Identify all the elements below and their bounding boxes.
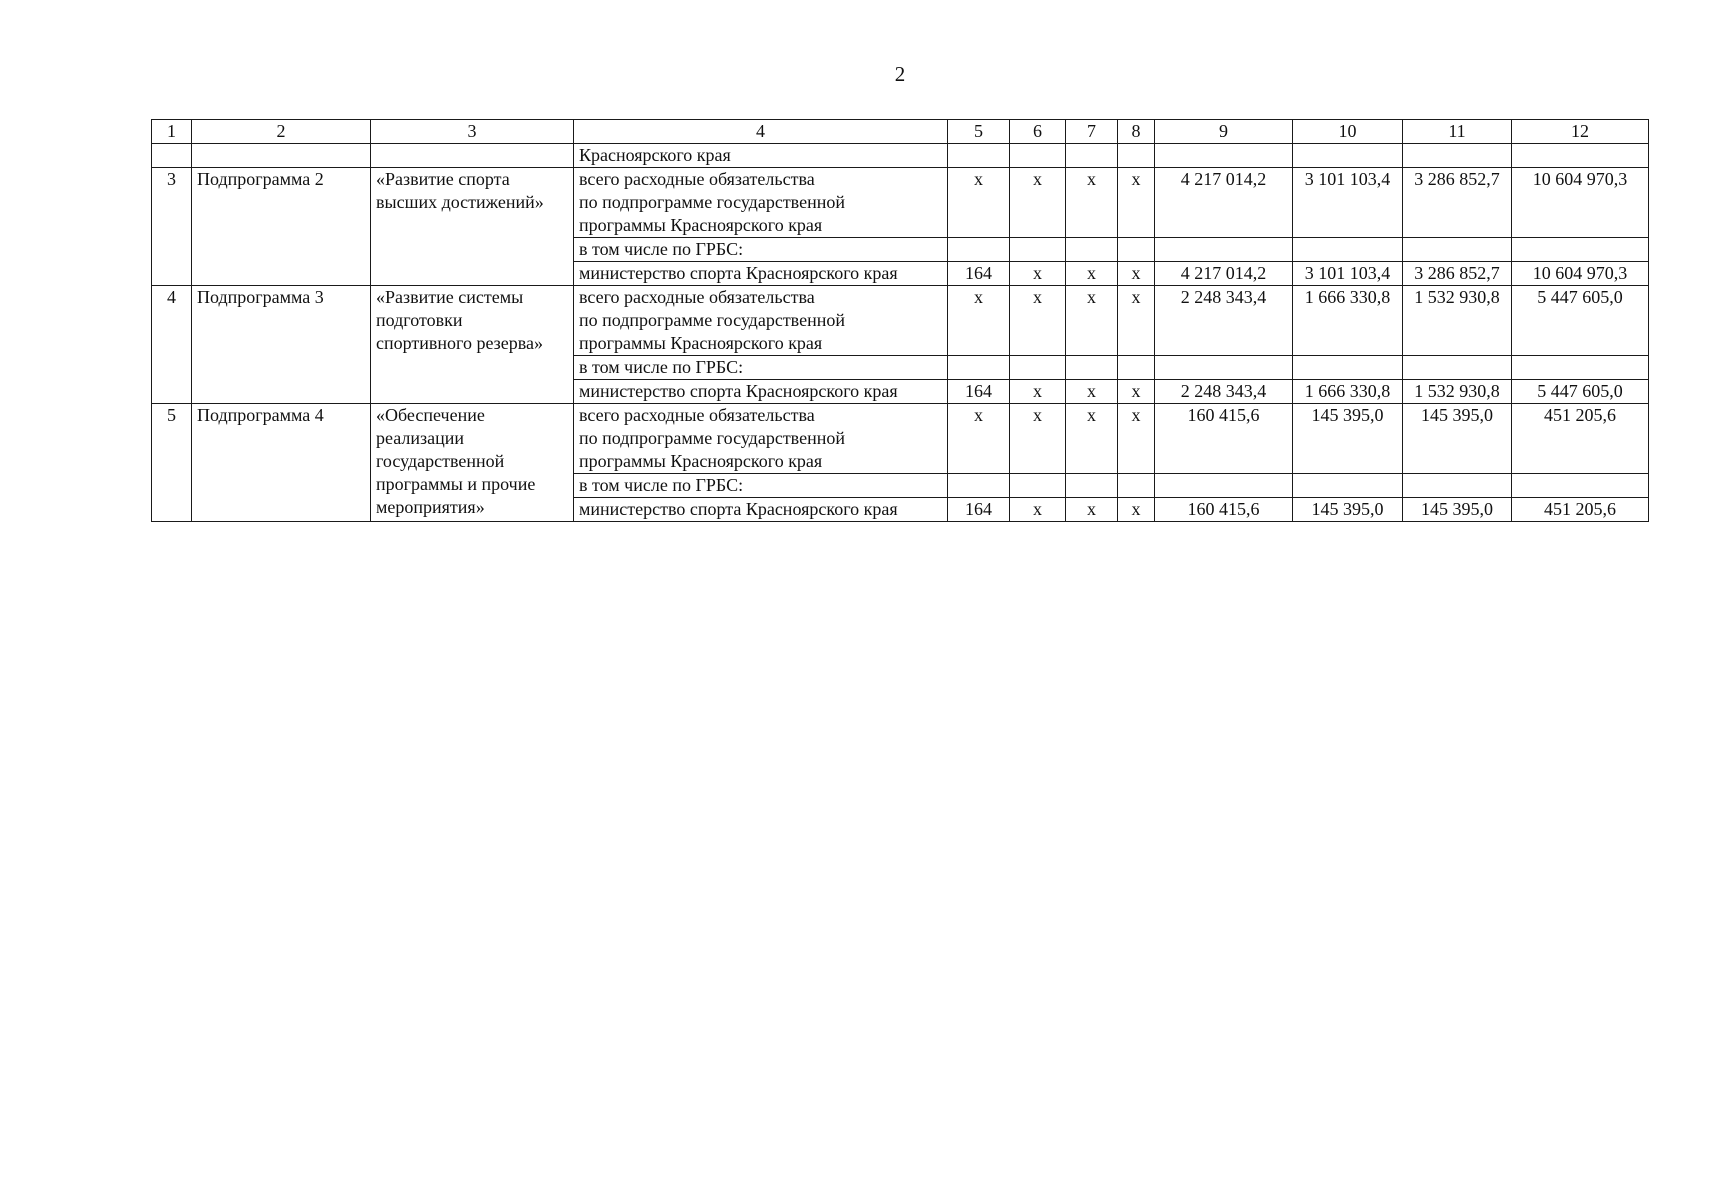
code-cell: х	[1066, 404, 1118, 474]
code-cell: х	[1010, 404, 1066, 474]
column-number: 3	[371, 120, 574, 144]
code-cell: х	[1118, 498, 1155, 522]
subprogram-title-line: «Развитие системы	[376, 287, 524, 307]
code-cell: х	[1118, 404, 1155, 474]
amount-cell: 1 666 330,8	[1293, 286, 1403, 356]
subprogram-title-line: «Обеспечение	[376, 405, 485, 425]
code-cell: х	[1010, 380, 1066, 404]
code-cell: х	[1118, 380, 1155, 404]
amount-cell: 145 395,0	[1293, 498, 1403, 522]
subprogram-total-row	[152, 168, 1649, 238]
column-number: 8	[1118, 120, 1155, 144]
subprogram-title-line: «Развитие спорта	[376, 169, 510, 189]
grbs-label: в том числе по ГРБС:	[574, 238, 948, 262]
subprogram-status: Подпрограмма 4	[192, 404, 371, 522]
total-label-line: программы Красноярского края	[579, 451, 823, 471]
amount-cell: 145 395,0	[1403, 498, 1512, 522]
code-cell: х	[948, 168, 1010, 238]
column-number: 11	[1403, 120, 1512, 144]
code-cell: 164	[948, 498, 1010, 522]
column-number-row	[152, 120, 1649, 144]
column-number: 10	[1293, 120, 1403, 144]
grbs-label: в том числе по ГРБС:	[574, 474, 948, 498]
amount-cell: 145 395,0	[1403, 404, 1512, 474]
amount-cell: 3 286 852,7	[1403, 168, 1512, 238]
amount-cell: 145 395,0	[1293, 404, 1403, 474]
total-label-line: по подпрограмме государственной	[579, 310, 845, 330]
code-cell: х	[1118, 168, 1155, 238]
code-cell: х	[1118, 286, 1155, 356]
amount-cell: 1 666 330,8	[1293, 380, 1403, 404]
ministry-label: министерство спорта Красноярского края	[574, 380, 948, 404]
ministry-label: министерство спорта Красноярского края	[574, 262, 948, 286]
subprogram-title-line: реализации	[376, 428, 464, 448]
code-cell: х	[1066, 380, 1118, 404]
subprogram-title	[371, 286, 574, 404]
code-cell: 164	[948, 380, 1010, 404]
amount-cell: 3 101 103,4	[1293, 262, 1403, 286]
amount-cell: 2 248 343,4	[1155, 286, 1293, 356]
amount-cell: 5 447 605,0	[1512, 286, 1649, 356]
amount-cell: 160 415,6	[1155, 404, 1293, 474]
subprogram-title-line: государственной	[376, 451, 505, 471]
row-number: 4	[152, 286, 192, 404]
amount-cell: 1 532 930,8	[1403, 286, 1512, 356]
total-label-line: по подпрограмме государственной	[579, 192, 845, 212]
total-label-line: программы Красноярского края	[579, 333, 823, 353]
subprogram-title-line: мероприятия»	[376, 497, 485, 517]
column-number: 4	[574, 120, 948, 144]
subprogram-total-row	[152, 404, 1649, 474]
amount-cell: 10 604 970,3	[1512, 168, 1649, 238]
amount-cell: 4 217 014,2	[1155, 262, 1293, 286]
subprogram-title-line: высших достижений»	[376, 192, 544, 212]
column-number: 1	[152, 120, 192, 144]
row-number: 3	[152, 168, 192, 286]
subprogram-title	[371, 404, 574, 522]
amount-cell: 10 604 970,3	[1512, 262, 1649, 286]
code-cell: х	[1010, 286, 1066, 356]
column-number: 6	[1010, 120, 1066, 144]
amount-cell: 3 101 103,4	[1293, 168, 1403, 238]
amount-cell: 451 205,6	[1512, 404, 1649, 474]
total-label	[574, 404, 948, 474]
total-label	[574, 168, 948, 238]
subprogram-status: Подпрограмма 3	[192, 286, 371, 404]
total-label-line: по подпрограмме государственной	[579, 428, 845, 448]
code-cell: х	[1118, 262, 1155, 286]
ministry-label: министерство спорта Красноярского края	[574, 498, 948, 522]
amount-cell: 5 447 605,0	[1512, 380, 1649, 404]
column-number: 5	[948, 120, 1010, 144]
row-number: 5	[152, 404, 192, 522]
amount-cell: 160 415,6	[1155, 498, 1293, 522]
code-cell: х	[948, 404, 1010, 474]
code-cell: х	[1066, 498, 1118, 522]
amount-cell: 2 248 343,4	[1155, 380, 1293, 404]
subprogram-title-line: программы и прочие	[376, 474, 536, 494]
grbs-label: в том числе по ГРБС:	[574, 356, 948, 380]
total-label-line: всего расходные обязательства	[579, 169, 815, 189]
code-cell: х	[1010, 168, 1066, 238]
code-cell: х	[1010, 498, 1066, 522]
code-cell: х	[1010, 262, 1066, 286]
amount-cell: 3 286 852,7	[1403, 262, 1512, 286]
column-number: 12	[1512, 120, 1649, 144]
column-number: 9	[1155, 120, 1293, 144]
column-number: 2	[192, 120, 371, 144]
subprogram-title	[371, 168, 574, 286]
page-number: 2	[894, 62, 906, 86]
continuation-text: Красноярского края	[574, 144, 948, 168]
total-label-line: программы Красноярского края	[579, 215, 823, 235]
amount-cell: 451 205,6	[1512, 498, 1649, 522]
code-cell: х	[1066, 262, 1118, 286]
subprogram-title-line: спортивного резерва»	[376, 333, 544, 353]
subprogram-total-row	[152, 286, 1649, 356]
total-label-line: всего расходные обязательства	[579, 287, 815, 307]
code-cell: х	[948, 286, 1010, 356]
subprogram-title-line: подготовки	[376, 310, 463, 330]
column-number: 7	[1066, 120, 1118, 144]
code-cell: х	[1066, 168, 1118, 238]
subprogram-status: Подпрограмма 2	[192, 168, 371, 286]
amount-cell: 1 532 930,8	[1403, 380, 1512, 404]
total-label	[574, 286, 948, 356]
code-cell: х	[1066, 286, 1118, 356]
code-cell: 164	[948, 262, 1010, 286]
amount-cell: 4 217 014,2	[1155, 168, 1293, 238]
expenditure-table	[151, 119, 1649, 522]
continuation-row	[152, 144, 1649, 168]
total-label-line: всего расходные обязательства	[579, 405, 815, 425]
